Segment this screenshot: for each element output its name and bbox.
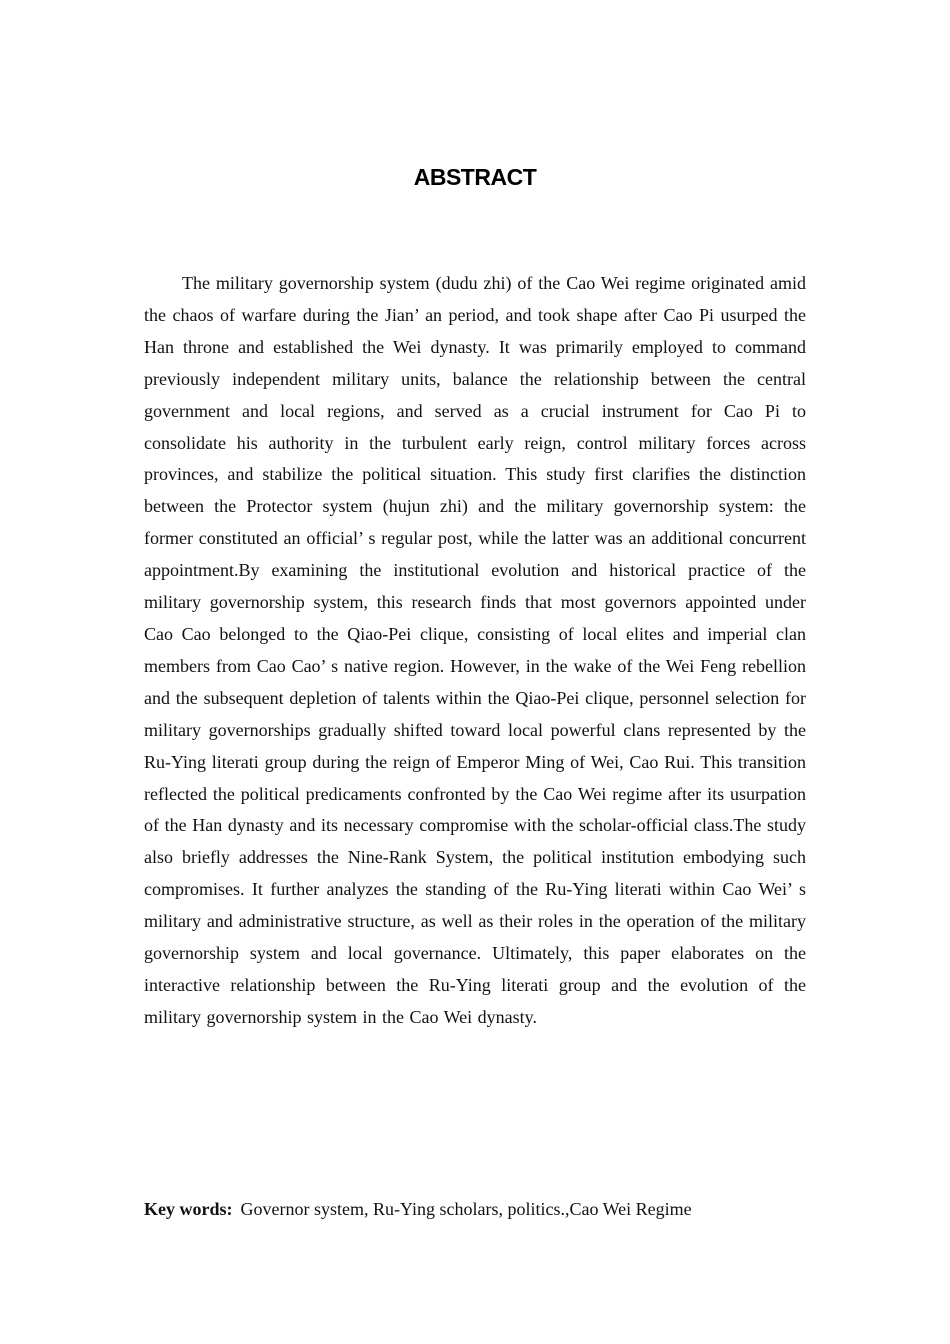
keywords-label: Key words: [144,1199,233,1219]
keywords-text: Governor system, Ru-Ying scholars, politics.,Cao Wei Regime [240,1199,692,1219]
keywords-line [144,1194,824,1224]
abstract-title: ABSTRACT [413,164,537,190]
abstract-body: The military governorship system (dudu zhi) of the Cao Wei regime originated amid the chaos of warfare during the Jian’ an period, and took shape after Cao Pi usurped the Han throne and established the Wei dynasty. It was primarily employed to command previously independent military units, balance the relationship between the central government and local regions, and served as a crucial instrument for Cao Pi to consolidate his authority in the turbulent early reign, control military forces across provinces, and stabilize the political situation. This study first clarifies the distinction between the Protector system (hujun zhi) and the military governorship system: the former constituted an official’ s regular post, while the latter was an additional concurrent appointment.By examining the institutional evolution and historical practice of the military governorship system, this research finds that most governors appointed under Cao Cao belonged to the Qiao-Pei clique, consisting of local elites and imperial clan members from Cao Cao’ s native region. However, in the wake of the Wei Feng rebellion and the subsequent depletion of talents within the Qiao-Pei clique, personnel selection for military governorships gradually shifted toward local powerful clans represented by the Ru-Ying literati group during the reign of Emperor Ming of Wei, Cao Rui. This transition reflected the political predicaments confronted by the Cao Wei regime after its usurpation of the Han dynasty and its necessary compromise with the scholar-official class.The study also briefly addresses the Nine-Rank System, the political institution embodying such compromises. It further analyzes the standing of the Ru-Ying literati within Cao Wei’ s military and administrative structure, as well as their roles in the operation of the military governorship system and local governance. Ultimately, this paper elaborates on the interactive relationship between the Ru-Ying literati group and the evolution of the military governorship system in the Cao Wei dynasty. [144,273,806,1027]
